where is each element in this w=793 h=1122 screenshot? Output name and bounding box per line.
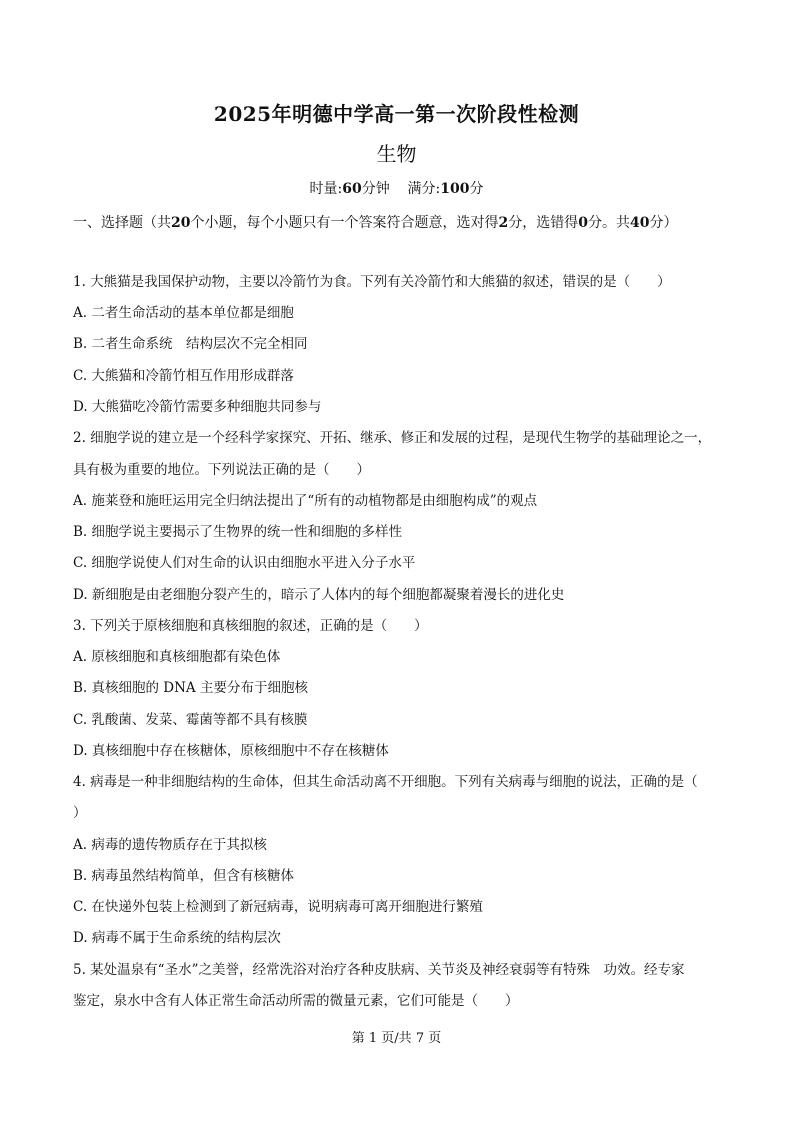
question-2-stem: 2. 细胞学说的建立是一个经科学家探究、开拓、继承、修正和发展的过程，是现代生物学的基础理论之一， xyxy=(73,430,712,446)
right-score: 2 xyxy=(498,215,509,231)
page-footer: 第 1 页/共 7 页 xyxy=(351,1031,442,1046)
question-1-option-d: D. 大熊猫吃冷箭竹需要多种细胞共同参与 xyxy=(73,399,322,415)
total-score: 40 xyxy=(629,215,650,231)
question-1-option-c: C. 大熊猫和冷箭竹相互作用形成群落 xyxy=(73,368,294,384)
question-2-option-d: D. 新细胞是由老细胞分裂产生的，暗示了人体内的每个细胞都凝聚着漫长的进化史 xyxy=(73,587,565,603)
score-value: 100 xyxy=(440,181,470,197)
question-4-stem: 4. 病毒是一种非细胞结构的生命体，但其生命活动离不开细胞。下列有关病毒与细胞的说法，正确的是（ xyxy=(73,774,698,790)
time-value: 60 xyxy=(342,181,362,197)
question-3-option-b: B. 真核细胞的 DNA 主要分布于细胞核 xyxy=(73,680,308,696)
question-3-option-a: A. 原核细胞和真核细胞都有染色体 xyxy=(73,649,281,665)
question-2-option-a: A. 施莱登和施旺运用完全归纳法提出了“所有的动植物都是由细胞构成”的观点 xyxy=(73,493,538,509)
question-4-option-b: B. 病毒虽然结构简单，但含有核糖体 xyxy=(73,868,295,884)
question-2-option-b: B. 细胞学说主要揭示了生物界的统一性和细胞的多样性 xyxy=(73,524,403,540)
question-count: 20 xyxy=(171,215,191,231)
question-4-stem-cont: ） xyxy=(73,805,87,821)
question-3-stem: 3. 下列关于原核细胞和真核细胞的叙述，正确的是（ ） xyxy=(73,618,428,634)
question-5-stem-cont: 鉴定，泉水中含有人体正常生命活动所需的微量元素，它们可能是（ ） xyxy=(73,993,519,1009)
question-4-option-a: A. 病毒的遗传物质存在于其拟核 xyxy=(73,837,267,853)
time-label: 时量: xyxy=(309,181,343,197)
question-3-option-d: D. 真核细胞中存在核糖体，原核细胞中不存在核糖体 xyxy=(73,743,389,759)
section-text-1: 一、选择题（共 xyxy=(73,215,171,231)
question-2-option-c: C. 细胞学说使人们对生命的认识由细胞水平进入分子水平 xyxy=(73,555,416,571)
section-text-2: 个小题，每个小题只有一个答案符合题意，选对得 xyxy=(190,215,499,231)
question-5-stem: 5. 某处温泉有“圣水”之美誉，经常洗浴对治疗各种皮肤病、关节炎及神经衰弱等有特殊 功效。经专家 xyxy=(73,962,685,978)
section-text-4: 分。共 xyxy=(587,215,630,231)
question-2-stem-cont: 具有极为重要的地位。下列说法正确的是（ ） xyxy=(73,462,370,478)
question-1-option-a: A. 二者生命活动的基本单位都是细胞 xyxy=(73,305,294,321)
exam-meta xyxy=(0,178,793,198)
wrong-score: 0 xyxy=(578,215,588,231)
question-4-option-c: C. 在快递外包装上检测到了新冠病毒，说明病毒可离开细胞进行繁殖 xyxy=(73,899,483,915)
question-1-stem: 1. 大熊猫是我国保护动物，主要以冷箭竹为食。下列有关冷箭竹和大熊猫的叙述，错误的是（ ） xyxy=(73,274,671,290)
section-heading xyxy=(73,207,728,239)
exam-title: 2025年明德中学高一第一次阶段性检测 xyxy=(213,102,580,126)
question-4-option-d: D. 病毒不属于生命系统的结构层次 xyxy=(73,930,281,946)
score-unit: 分 xyxy=(469,181,484,197)
question-3-option-c: C. 乳酸菌、发菜、霉菌等都不具有核膜 xyxy=(73,712,308,728)
score-label: 满分: xyxy=(407,181,441,197)
section-text-3: 分，选错得 xyxy=(508,215,579,231)
exam-subject: 生物 xyxy=(376,142,417,166)
question-1-option-b: B. 二者生命系统 结构层次不完全相同 xyxy=(73,336,308,352)
time-unit: 分钟 xyxy=(361,181,390,197)
section-text-5: 分） xyxy=(649,215,678,231)
